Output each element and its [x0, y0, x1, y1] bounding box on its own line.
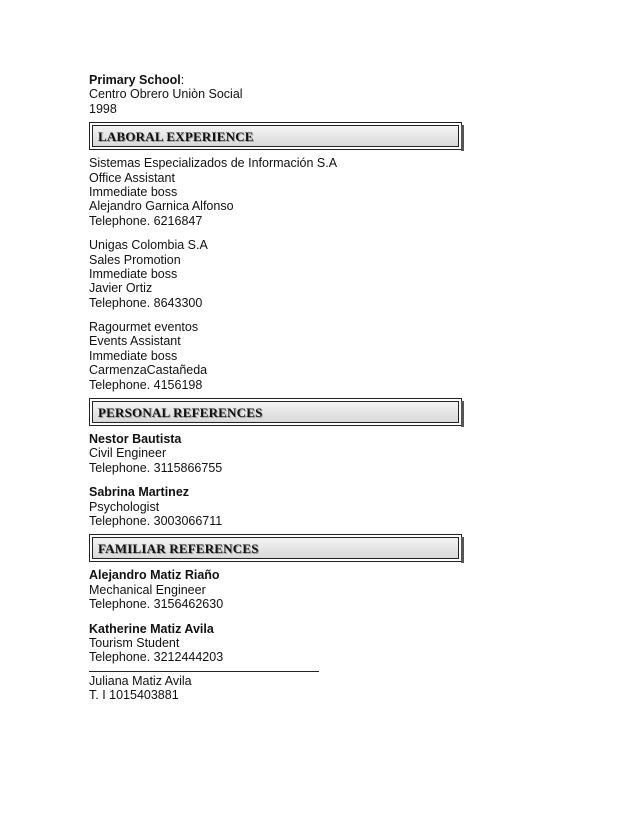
job-role: Sales Promotion: [89, 252, 181, 267]
signature-id: T. I 1015403881: [89, 688, 179, 703]
header-shadow: [461, 401, 464, 427]
reference-profession: Civil Engineer: [89, 446, 167, 461]
primary-school-heading: [89, 73, 464, 87]
primary-school-label: Primary School: [89, 73, 181, 87]
personal-references-header-box: [92, 401, 459, 423]
familiar-references-title: FAMILIAR REFERENCES: [98, 541, 259, 557]
resume-page: [89, 73, 464, 703]
familiar-references-header-box: [92, 537, 459, 559]
job-company: Ragourmet eventos: [89, 320, 199, 335]
job-entry: [89, 238, 464, 310]
job-role: Events Assistant: [89, 334, 181, 349]
job-company: Unigas Colombia S.A: [89, 238, 208, 253]
job-boss-name: Javier Ortiz: [89, 281, 153, 296]
signature-name: Juliana Matiz Avila: [89, 673, 192, 688]
job-boss-label: Immediate boss: [89, 266, 178, 281]
reference-phone: Telephone. 3003066711: [89, 513, 223, 528]
header-shadow: [461, 125, 464, 151]
job-role: Office Assistant: [89, 170, 175, 185]
reference-name: Alejandro Matiz Riaño: [89, 568, 220, 583]
laboral-experience-title: LABORAL EXPERIENCE: [98, 129, 254, 145]
job-boss-label: Immediate boss: [89, 184, 178, 199]
reference-profession: Tourism Student: [89, 635, 180, 650]
job-boss-name: CarmenzaCastañeda: [89, 363, 208, 378]
job-boss-label: Immediate boss: [89, 348, 178, 363]
laboral-experience-header-box: [92, 125, 459, 147]
job-phone: Telephone. 4156198: [89, 377, 203, 392]
job-boss-name: Alejandro Garnica Alfonso: [89, 199, 234, 214]
reference-profession: Psychologist: [89, 499, 160, 514]
reference-phone: Telephone. 3212444203: [89, 650, 224, 665]
signature-line: [89, 671, 319, 672]
header-shadow: [461, 537, 464, 563]
primary-school-year: 1998: [89, 101, 117, 116]
spacer: [89, 475, 464, 485]
personal-references-header: [89, 398, 462, 426]
reference-entry: [89, 622, 464, 665]
reference-phone: Telephone. 3156462630: [89, 597, 224, 612]
reference-entry: [89, 568, 464, 611]
job-company: Sistemas Especializados de Información S.A: [89, 156, 338, 171]
job-phone: Telephone. 8643300: [89, 295, 203, 310]
reference-entry: [89, 432, 464, 475]
familiar-references-header: [89, 534, 462, 562]
reference-name: Katherine Matiz Avila: [89, 621, 214, 636]
reference-name: Nestor Bautista: [89, 432, 182, 447]
laboral-experience-header: [89, 122, 462, 150]
primary-school-colon: :: [180, 73, 185, 87]
job-phone: Telephone. 6216847: [89, 213, 203, 228]
job-entry: [89, 320, 464, 392]
reference-phone: Telephone. 3115866755: [89, 460, 223, 475]
spacer: [89, 612, 464, 622]
primary-school-name: Centro Obrero Uniòn Social: [89, 87, 243, 102]
reference-name: Sabrina Martinez: [89, 485, 190, 500]
spacer: [89, 310, 464, 320]
personal-references-title: PERSONAL REFERENCES: [98, 405, 263, 421]
reference-profession: Mechanical Engineer: [89, 582, 206, 597]
job-entry: [89, 156, 464, 228]
reference-entry: [89, 485, 464, 528]
spacer: [89, 228, 464, 238]
